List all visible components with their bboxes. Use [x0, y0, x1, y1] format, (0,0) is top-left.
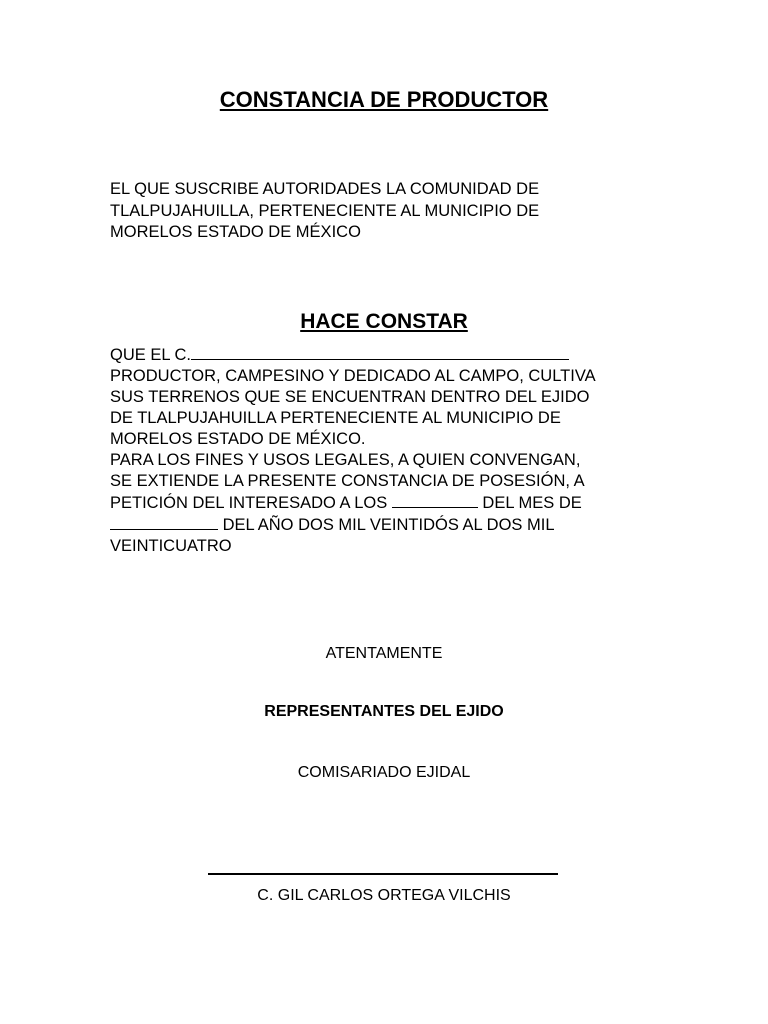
body-line: PRODUCTOR, CAMPESINO Y DEDICADO AL CAMPO, CULTIVA [110, 367, 596, 385]
intro-line: MORELOS ESTADO DE MÉXICO [110, 223, 361, 241]
body-line: SUS TERRENOS QUE SE ENCUENTRAN DENTRO DEL EJIDO [110, 388, 590, 406]
body-line [110, 492, 670, 514]
name-prefix: QUE EL C. [110, 346, 191, 364]
document-title: CONSTANCIA DE PRODUCTOR [219, 87, 549, 112]
petition-prefix: PETICIÓN DEL INTERESADO A LOS [110, 494, 388, 512]
section-heading: HACE CONSTAR [300, 310, 468, 333]
year-text: DEL AÑO DOS MIL VEINTIDÓS AL DOS MIL [222, 516, 555, 534]
name-blank [191, 344, 569, 360]
body-line: PARA LOS FINES Y USOS LEGALES, A QUIEN CONVENGAN, [110, 451, 581, 469]
role-text: COMISARIADO EJIDAL [297, 764, 471, 781]
signature-line [208, 873, 558, 875]
intro-line: EL QUE SUSCRIBE AUTORIDADES LA COMUNIDAD DE [110, 180, 540, 198]
signatory-name: C. GIL CARLOS ORTEGA VILCHIS [257, 887, 511, 904]
body-line: MORELOS ESTADO DE MÉXICO. [110, 430, 366, 448]
body-line [110, 514, 670, 536]
month-label: DEL MES DE [482, 494, 582, 512]
closing-text: ATENTAMENTE [325, 645, 443, 662]
intro-line: TLALPUJAHUILLA, PERTENECIENTE AL MUNICIPIO DE [110, 201, 540, 220]
day-blank [392, 492, 478, 508]
body-line: SE EXTIENDE LA PRESENTE CONSTANCIA DE POSESIÓN, A [110, 472, 585, 490]
month-blank [110, 514, 218, 530]
body-line: VEINTICUATRO [110, 537, 232, 555]
intro-paragraph [110, 179, 670, 244]
body-line: DE TLALPUJAHUILLA PERTENECIENTE AL MUNICIPIO DE [110, 409, 561, 427]
body-line [110, 344, 670, 366]
representatives-heading: REPRESENTANTES DEL EJIDO [264, 703, 504, 720]
body-paragraph [110, 344, 670, 557]
